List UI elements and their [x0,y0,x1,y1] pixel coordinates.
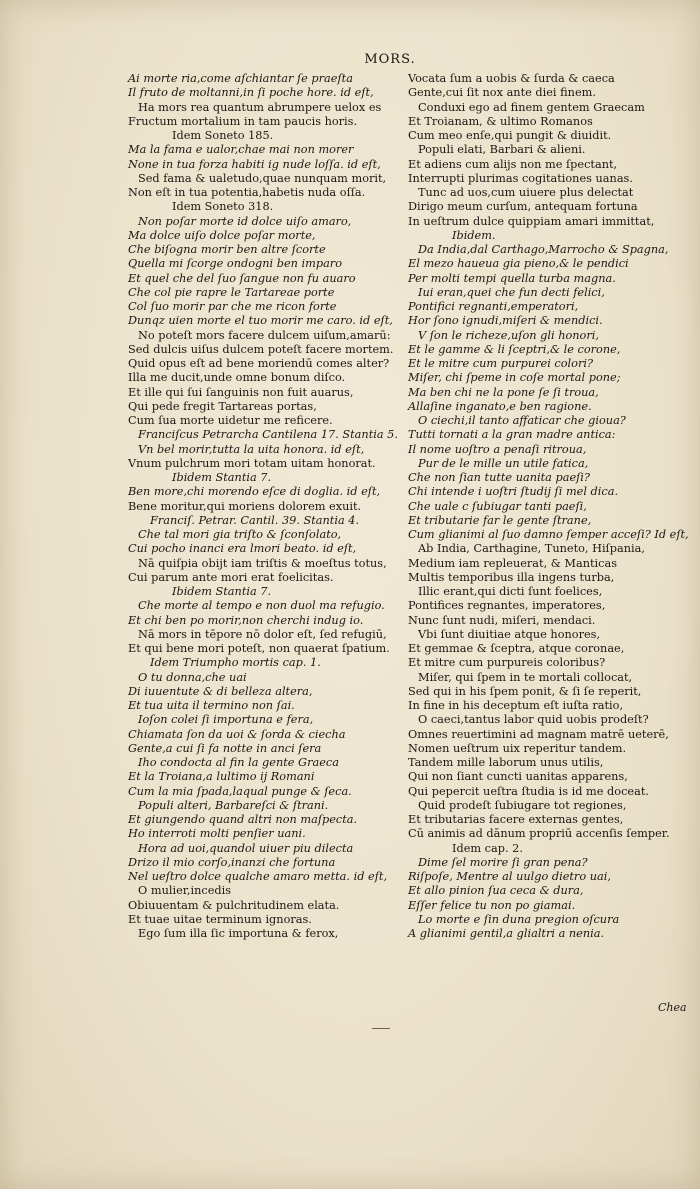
text-line: Idem Triumpho mortis cap. 1. [150,656,321,670]
text-line: Ben more,chi morendo eſce di doglia. id eſt, [128,485,381,499]
text-line: Cum meo enſe,qui pungit & diuidit. [408,129,612,142]
text-line: Ha mors rea quantum abrumpere uelox es [138,100,382,114]
text-line: Miſer, qui ſpem in te mortali collocat, [418,670,633,684]
text-line: Conduxi ego ad finem gentem Graecam [418,100,645,114]
text-line: Et mitre cum purpureis coloribus? [408,656,606,670]
text-line: Pontifices regnantes, imperatores, [408,599,606,613]
text-line: Interrupti plurimas cogitationes uanas. [408,171,633,185]
text-line: Ma ben chi ne la pone ſe ſi troua, [408,385,599,399]
page-title: MORS. [364,52,416,67]
text-line: Che morte al tempo e non duol ma refugio. [138,599,385,613]
text-line: Drizo il mio corſo,inanzi che fortuna [128,855,336,869]
text-line: Miſer, chi ſpeme in coſe mortal pone; [408,371,621,385]
text-line: Cū animis ad dānum propriū accenſis ſemper. [408,827,670,841]
text-line: Che non ſian tutte uanita paeſi? [408,471,590,484]
text-line: Populi alteri, Barbareſci & ſtrani. [138,798,329,812]
text-line: Illic erant,qui dicti ſunt foelices, [418,585,603,598]
text-line: Obiuuentam & pulchritudinem elata. [128,898,340,912]
text-line: Ibidem Stantia 7. [172,471,272,484]
text-line: Chi intende i uoſtri ſtudij ſi mel dica. [408,485,619,499]
text-line: Tandem mille laborum unus utilis, [408,756,604,769]
page-rule [372,1028,390,1029]
text-line: Et le gamme & li ſceptri,& le corone, [408,342,621,356]
text-line: Cui pocho inanci era lmori beato. id eſt, [128,542,357,556]
text-line: Ego ſum illa ſic importuna & ferox, [138,927,339,940]
text-line: Riſpoſe, Mentre al uulgo dietro uai, [408,870,611,883]
text-line: Cui parum ante mori erat foelicitas. [128,570,334,584]
text-line: Et gemmae & ſceptra, atque coronae, [408,642,625,655]
text-line: Per molti tempi quella turba magna. [408,271,616,285]
text-line: Cum la mia ſpada,laqual punge & ſeca. [128,784,352,798]
text-line: Chiamata ſon da uoi & ſorda & ciecha [128,727,346,741]
text-line: Omnes reuertimini ad magnam matrē ueterē, [408,727,669,741]
text-line: A glianimi gentil,a glialtri a nenia. [408,927,605,940]
right-text-column [408,72,689,941]
text-line: Col ſuo morir par che me ricon forte [128,300,337,313]
text-line: Gente,a cui ſi fa notte in anci ſera [128,741,322,755]
text-line: Cum glianimi al ſuo damno ſemper acceſi? Id eſt, [408,528,689,541]
text-line: Et tributarias facere externas gentes, [408,813,624,826]
text-line: Et quel che del ſuo ſangue non fu auaro [128,271,356,285]
text-line: Hor ſono ignudi,miſeri & mendici. [408,314,603,328]
text-line: Ab India, Carthagine, Tuneto, Hiſpania, [418,542,645,556]
left-text-column [128,72,400,941]
text-line: Lo morte e ſin duna pregion oſcura [418,912,620,926]
text-line: Cum ſua morte uidetur me reficere. [128,414,333,427]
text-line: O ciechi,il tanto affaticar che gioua? [418,414,626,427]
text-line: Populi elati, Barbari & alieni. [418,143,586,157]
text-line: Ho interroti molti penſier uani. [128,827,306,841]
text-line: Di iuuentute & di belleza altera, [128,684,313,698]
text-line: Tutti tornati a la gran madre antica: [408,428,616,442]
text-line: Idem Soneto 318. [172,200,274,214]
text-line: Dirigo meum curſum, antequam fortuna [408,200,638,214]
text-line: O mulier,incedis [138,884,232,898]
text-line: Et ille qui ſui ſanguinis non fuit auarus, [128,385,354,399]
text-line: Franciſcus Petrarcha Cantilena 17. Stantia 5. [138,428,398,442]
text-line: Et giungendo quand altri non maſpecta. [128,813,358,826]
text-line: Quid prodeſt ſubiugare tot regiones, [418,798,627,812]
text-line: V ſon le richeze,uſon gli honori, [418,328,599,342]
text-line: Nomen ueſtrum uix reperitur tandem. [408,741,627,755]
text-line: Allaſine inganato,e ben ragione. [408,399,592,413]
text-line: El mezo haueua gia pieno,& le pendici [408,257,629,271]
text-line: Da India,dal Carthago,Marrocho & Spagna, [418,243,669,256]
text-line: No poteſt mors facere dulcem uiſum,amarū: [138,328,391,342]
text-line: Vnum pulchrum mori totam uitam honorat. [128,456,376,470]
text-line: Et allo pinion ſua ceca & dura, [408,884,584,898]
text-line: Dime ſel morire ſi gran pena? [418,855,588,869]
text-line: Et tributarie far le gente ſtrane, [408,513,592,527]
text-line: Che uale c ſubiugar tanti paeſi, [408,499,587,513]
text-line: Che biſogna morir ben altre ſcorte [128,243,326,256]
catchword: Chea [658,1001,687,1014]
text-line: Sed fama & ualetudo,quae nunquam morit, [138,171,387,185]
text-line: Ioſon colei ſi importuna e fera, [138,713,314,727]
text-line: Iui eran,quei che fun decti felici, [418,285,605,299]
text-line: O caeci,tantus labor quid uobis prodeſt? [418,713,649,727]
text-line: Vn bel morir,tutta la uita honora. id eſt, [138,442,365,456]
text-line: Et chi ben po morir,non cherchi indug io. [128,613,364,627]
text-line: Franciſ. Petrar. Cantil. 39. Stantia 4. [150,513,360,527]
text-line: Et la Troiana,a lultimo ij Romani [128,770,315,784]
text-line: Iho condocta al fin la gente Graeca [138,756,339,769]
text-line: Sed qui in his ſpem ponit, & ſi ſe reperit, [408,684,642,698]
text-line: Nel ueſtro dolce qualche amaro metta. id eſt, [128,870,388,883]
text-line: Ai morte ria,come aſchiantar ſe praeſta [128,72,353,85]
text-line: Ibidem. [452,228,496,242]
text-line: Nunc ſunt nudi, miſeri, mendaci. [408,613,596,627]
text-line: Nā mors in tēpore nō dolor eſt, ſed refugiū, [138,627,387,641]
text-line: Pur de le mille un utile fatica, [418,456,589,470]
text-line: Multis temporibus illa ingens turba, [408,570,615,584]
running-header [0,52,700,67]
text-line: Ma dolce uiſo dolce poſar morte, [128,228,316,242]
text-line: Ma la fama e ualor,chae mai non morer [128,143,354,157]
text-line: Qui pepercit ueſtra ſtudia is id me doceat. [408,784,649,798]
text-line: Dunqz uien morte el tuo morir me caro. id eſt, [128,314,393,328]
text-line: Et tua uita il termino non ſai. [128,699,295,712]
text-line: Et qui bene mori poteſt, non quaerat ſpatium. [128,642,390,655]
text-line: Hora ad uoi,quandol uiuer piu dilecta [138,841,354,855]
text-line: Idem cap. 2. [452,841,523,855]
text-line: Et Troianam, & ultimo Romanos [408,114,593,128]
text-line: Non poſar morte id dolce uiſo amaro, [138,214,352,228]
text-line: Sed dulcis uiſus dulcem poteſt facere mortem. [128,342,394,356]
text-line: Ibidem Stantia 7. [172,585,272,598]
text-line: Qui pede fregit Tartareas portas, [128,399,317,413]
text-line: Nā quiſpia obijt iam triſtis & moeſtus totus, [138,556,387,570]
text-line: Medium iam repleuerat, & Manticas [408,556,617,570]
text-line: Bene moritur,qui moriens dolorem exuit. [128,499,362,513]
text-line: Il fruto de moltanni,in ſi poche hore. id eſt, [128,86,374,100]
text-line: Gente,cui ſit nox ante diei finem. [408,86,596,100]
text-line: O tu donna,che uai [138,670,247,684]
text-line: Vocata ſum a uobis & ſurda & caeca [408,72,615,85]
text-line: Idem Soneto 185. [172,129,274,142]
text-line: Et adiens cum alijs non me ſpectant, [408,157,618,171]
text-line: Tunc ad uos,cum uiuere plus delectat [418,186,634,199]
text-line: In fine in his deceptum eſt iuſta ratio, [408,699,624,712]
text-line: Eſſer felice tu non po giamai. [408,898,576,912]
text-line: Et tuae uitae terminum ignoras. [128,912,312,926]
text-line: Qui non ſiant cuncti uanitas apparens, [408,770,628,784]
text-line: In ueſtrum dulce quippiam amari immittat, [408,214,655,228]
text-line: Pontifici regnanti,emperatori, [408,300,579,313]
text-line: Illa me ducit,unde omne bonum diſco. [128,371,346,385]
text-line: Quid opus eſt ad bene moriendū comes alter? [128,357,390,370]
text-line: Non eſt in tua potentia,habetis nuda oſſa. [128,186,366,199]
text-line: Il nome uoſtro a penaſi ritroua, [408,442,587,456]
text-line: Che col pie rapre le Tartareae porte [128,285,335,299]
text-line: Che tal mori gia triſto & ſconſolato, [138,528,342,541]
text-line: Vbi ſunt diuitiae atque honores, [418,627,601,641]
text-line: Quella mi ſcorge ondogni ben imparo [128,257,343,271]
text-line: None in tua forza habiti ig nude loſſa. id eſt, [128,157,381,171]
text-line: Et le mitre cum purpurei colori? [408,357,594,370]
text-line: Fructum mortalium in tam paucis horis. [128,114,358,128]
